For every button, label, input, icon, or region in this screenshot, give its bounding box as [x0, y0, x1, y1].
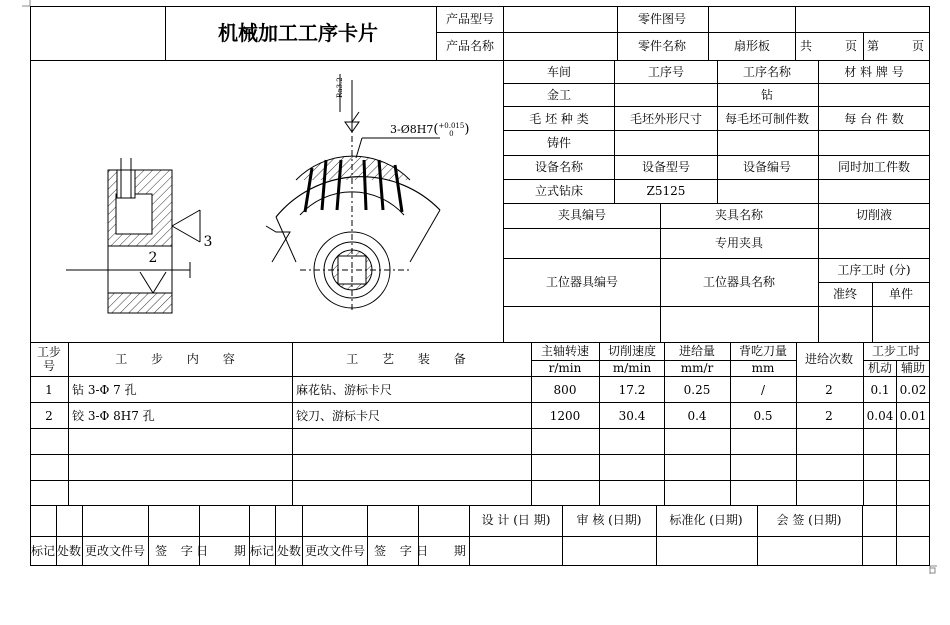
step-aux-time: 0.01: [899, 409, 927, 423]
hole-note: 3-Ø8H7(+0.015 0 ): [390, 122, 470, 138]
step-no-header: 工步号: [36, 345, 61, 373]
fixture-name-value: 专用夹具: [714, 236, 764, 250]
step-aux-time: 0.02: [899, 383, 927, 397]
tolerance-upper: +0.015: [438, 122, 465, 130]
step-machine-time: 0.1: [870, 383, 890, 397]
sheet-page-label: 页: [911, 39, 925, 53]
step-equipment: 铰刀、游标卡尺: [296, 409, 381, 423]
sign-label: 签 字: [155, 544, 193, 558]
cut-speed-unit: m/min: [612, 361, 652, 375]
front-view: [266, 74, 440, 310]
callout-2: 2: [148, 250, 158, 266]
workshop-label: 车间: [546, 65, 572, 79]
step-equipment: 麻花钻、游标卡尺: [296, 383, 393, 397]
cut-speed-header: 切削速度: [607, 344, 657, 358]
review-label: 审 核 (日期): [576, 513, 642, 527]
equipment-header: 工 艺 装 备: [346, 352, 476, 366]
equip-name-value: 立式钻床: [534, 184, 584, 198]
coolant-label: 切削液: [855, 208, 893, 222]
tolerance-lower: 0: [449, 130, 454, 138]
feed-header: 进给量: [678, 344, 716, 358]
step-speed: 17.2: [618, 383, 646, 397]
card-title: 机械加工工序卡片: [218, 21, 378, 45]
date-label: 日 期: [196, 544, 252, 558]
count-label-2: 处数: [276, 544, 302, 558]
sign-label-2: 签 字: [374, 544, 412, 558]
step-spindle: 1200: [549, 409, 581, 423]
prep-label: 准终: [832, 287, 858, 301]
per-unit-label: 每 台 件 数: [844, 112, 904, 126]
step-content: 钻 3-Φ 7 孔: [72, 383, 137, 397]
step-depth: /: [760, 383, 766, 397]
blank-size-label: 毛坯外形尺寸: [629, 112, 703, 126]
simul-label: 同时加工件数: [837, 160, 911, 174]
change-doc-label: 更改文件号: [84, 544, 146, 558]
passes-header: 进给次数: [804, 352, 854, 366]
fixture-no-label: 夹具编号: [557, 208, 607, 222]
per-blank-label: 每毛坯可制件数: [724, 112, 810, 126]
step-no: 2: [45, 409, 53, 423]
callout-3: 3: [203, 234, 213, 250]
op-no-label: 工序号: [647, 65, 685, 79]
spindle-header: 主轴转速: [540, 344, 590, 358]
part-no-label: 零件图号: [637, 12, 687, 26]
op-time-label: 工序工时 (分): [837, 263, 911, 277]
step-no: 1: [45, 383, 53, 397]
content-header: 工 步 内 容: [115, 352, 245, 366]
surface-finish-mark: Ra3.2: [336, 77, 344, 98]
product-model-label: 产品型号: [445, 12, 495, 26]
change-doc-label-2: 更改文件号: [304, 544, 366, 558]
equip-name-label: 设备名称: [534, 160, 584, 174]
material-label: 材 料 牌 号: [844, 65, 904, 79]
step-spindle: 800: [553, 383, 577, 397]
step-passes: 2: [825, 383, 833, 397]
part-name-value: 扇形板: [733, 39, 771, 53]
mark-label-2: 标记: [249, 544, 275, 558]
step-speed: 30.4: [618, 409, 646, 423]
station-name-label: 工位器具名称: [702, 275, 776, 289]
step-machine-time: 0.04: [866, 409, 894, 423]
fixture-name-label: 夹具名称: [714, 208, 764, 222]
spindle-unit: r/min: [548, 361, 582, 375]
standard-label: 标准化 (日期): [669, 513, 743, 527]
step-time-header: 工步工时: [871, 344, 921, 358]
step-depth: 0.5: [753, 409, 773, 423]
step-feed: 0.25: [683, 383, 711, 397]
design-label: 设 计 (日 期): [481, 513, 551, 527]
unit-label: 单件: [888, 287, 914, 301]
total-label: 共: [799, 39, 813, 53]
workshop-value: 金工: [546, 88, 572, 102]
step-content: 铰 3-Φ 8H7 孔: [72, 409, 155, 423]
op-name-label: 工序名称: [742, 65, 792, 79]
machine-time-header: 机动: [867, 361, 893, 375]
blank-type-label: 毛 坯 种 类: [529, 112, 589, 126]
op-name-value: 钻: [760, 88, 774, 102]
aux-time-header: 辅助: [900, 361, 926, 375]
mark-label: 标记: [30, 544, 56, 558]
feed-unit: mm/r: [680, 361, 714, 375]
step-passes: 2: [825, 409, 833, 423]
step-feed: 0.4: [687, 409, 707, 423]
equip-model-label: 设备型号: [641, 160, 691, 174]
depth-header: 背吃刀量: [738, 344, 788, 358]
product-name-label: 产品名称: [445, 39, 495, 53]
total-page-label: 页: [844, 39, 858, 53]
count-label: 处数: [56, 544, 82, 558]
blank-type-value: 铸件: [546, 136, 572, 150]
station-no-label: 工位器具编号: [545, 275, 619, 289]
part-name-label: 零件名称: [637, 39, 687, 53]
equip-no-label: 设备编号: [742, 160, 792, 174]
date-label-2: 日 期: [416, 544, 472, 558]
sheet-label: 第: [866, 39, 880, 53]
hole-note-text: 3-Ø8H7: [390, 123, 434, 136]
depth-unit: mm: [751, 361, 775, 375]
section-view: [66, 158, 200, 313]
countersign-label: 会 签 (日期): [776, 513, 842, 527]
equip-model-value: Z5125: [646, 184, 686, 198]
